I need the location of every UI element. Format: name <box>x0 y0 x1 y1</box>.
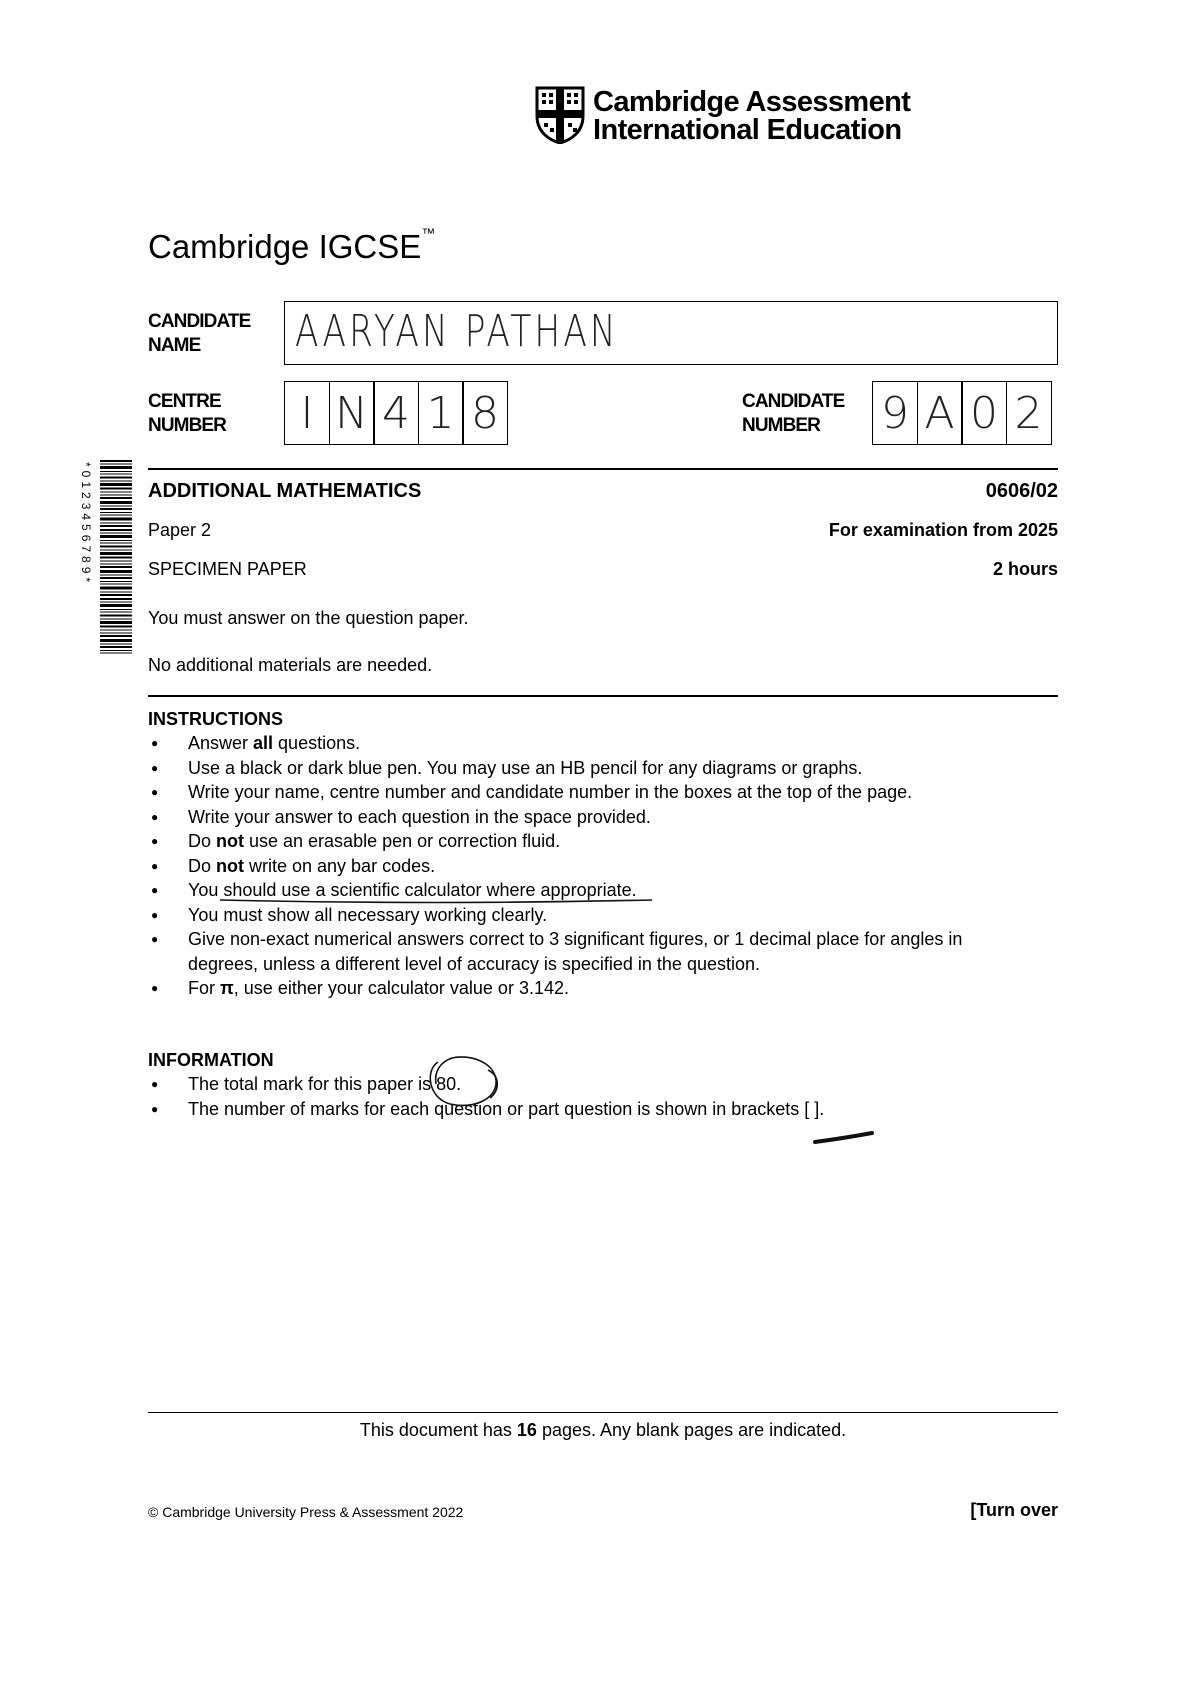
candidate-digit-box[interactable]: 2 <box>1006 381 1052 445</box>
list-item: ● Give non-exact numerical answers correct to 3 significant figures, or 1 decimal place for angles in degrees, unless a different level of accuracy is specified in the question. <box>148 927 1018 976</box>
qualification-title: Cambridge IGCSE™ <box>148 225 436 265</box>
page-count-note: This document has 16 pages. Any blank pages are indicated. <box>359 1420 847 1440</box>
divider <box>148 695 1058 697</box>
list-item: ● For π, use either your calculator value or 3.142. <box>148 976 1018 1001</box>
candidate-digit-box[interactable]: A <box>917 381 963 445</box>
centre-digit-box[interactable]: 4 <box>373 381 419 445</box>
exam-from: For examination from 2025 <box>828 520 1058 540</box>
list-item: ● You must show all necessary working clearly. <box>148 903 1018 928</box>
centre-number-label: CENTRE NUMBER <box>148 391 226 436</box>
list-item: ● The total mark for this paper is 80. <box>148 1072 1018 1097</box>
candidate-digit-box[interactable]: 0 <box>961 381 1007 445</box>
candidate-number-boxes <box>872 381 1052 445</box>
instructions-section <box>148 707 1018 1001</box>
list-item: ● The number of marks for each question or part question is shown in brackets [ ]. <box>148 1097 1018 1122</box>
divider <box>148 1412 1058 1413</box>
trademark: ™ <box>421 225 436 241</box>
brand-line-1: Cambridge Assessment <box>593 86 911 118</box>
turn-over: [Turn over <box>970 1500 1058 1520</box>
candidate-digit-box[interactable]: 9 <box>872 381 918 445</box>
cambridge-logo <box>535 86 911 146</box>
candidate-number-label: CANDIDATE NUMBER <box>742 391 845 436</box>
centre-digit-box[interactable]: I <box>284 381 330 445</box>
instructions-list <box>148 731 1018 1001</box>
copyright: © Cambridge University Press & Assessment 2022 <box>148 1504 464 1520</box>
barcode-digits: *0123456789* <box>79 462 93 587</box>
paper-type: SPECIMEN PAPER <box>148 559 307 579</box>
centre-digit-box[interactable]: 1 <box>418 381 464 445</box>
pen-dash <box>815 1133 872 1142</box>
list-item: ● You should use a scientific calculator where appropriate. <box>148 878 1018 903</box>
centre-digit-box[interactable]: 8 <box>462 381 508 445</box>
information-section <box>148 1048 1018 1121</box>
list-item: ● Do not write on any bar codes. <box>148 854 1018 879</box>
barcode <box>100 460 132 655</box>
cambridge-shield-icon <box>535 86 585 144</box>
instructions-heading: INSTRUCTIONS <box>148 709 283 729</box>
answer-note: You must answer on the question paper. <box>148 608 469 628</box>
divider <box>148 468 1058 470</box>
subject-title: ADDITIONAL MATHEMATICS <box>148 480 422 502</box>
information-heading: INFORMATION <box>148 1050 274 1070</box>
list-item: ● Do not use an erasable pen or correction fluid. <box>148 829 1018 854</box>
list-item: ● Write your answer to each question in the space provided. <box>148 805 1018 830</box>
duration: 2 hours <box>992 559 1058 579</box>
candidate-name-label: CANDIDATE NAME <box>148 311 251 356</box>
candidate-name-field[interactable] <box>284 301 1058 365</box>
centre-digit-box[interactable]: N <box>329 381 375 445</box>
list-item: ● Write your name, centre number and candidate number in the boxes at the top of the page. <box>148 780 1018 805</box>
information-list <box>148 1072 1018 1121</box>
materials-note: No additional materials are needed. <box>148 655 433 675</box>
paper-number: Paper 2 <box>148 520 212 540</box>
brand-line-2: International Education <box>593 114 902 146</box>
candidate-name-value: AARYAN PATHAN <box>295 306 619 357</box>
list-item: ● Use a black or dark blue pen. You may use an HB pencil for any diagrams or graphs. <box>148 756 1018 781</box>
list-item: ● Answer all questions. <box>148 731 1018 756</box>
paper-code: 0606/02 <box>985 480 1058 502</box>
centre-number-boxes <box>284 381 508 445</box>
